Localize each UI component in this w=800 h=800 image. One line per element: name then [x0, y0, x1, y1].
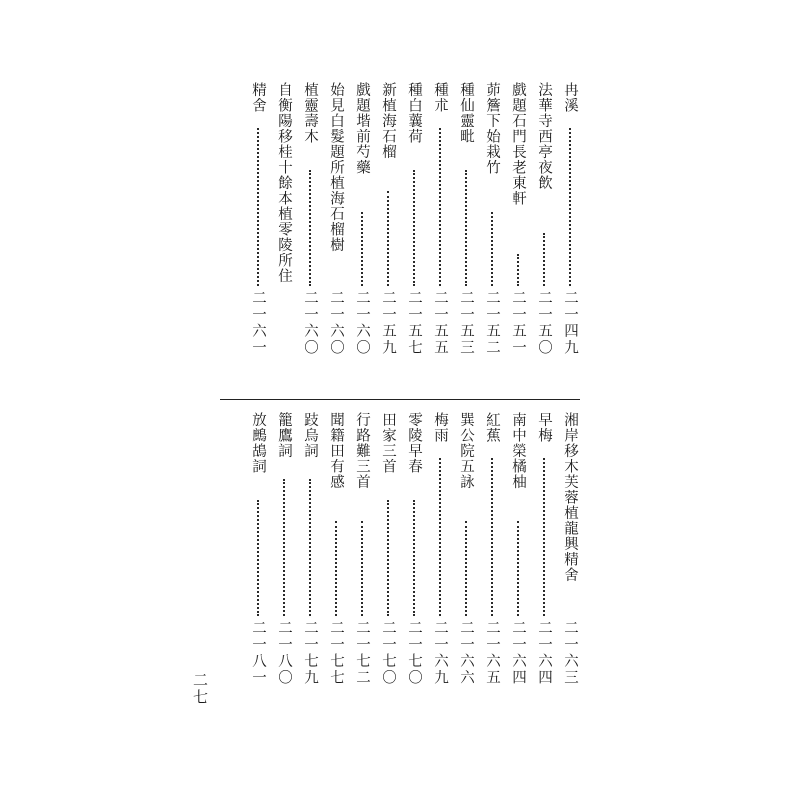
toc-entry-page: 二一八一 — [250, 620, 266, 686]
toc-entry — [352, 82, 372, 378]
toc-leader-dots — [569, 128, 571, 286]
toc-entry-page: 二一八〇 — [276, 620, 292, 686]
toc-entry — [300, 82, 320, 378]
toc-leader-dots — [543, 233, 545, 286]
toc-entry-page: 二一六五 — [484, 620, 500, 686]
toc-entry-title: 籠鷹詞 — [276, 412, 292, 459]
toc-entry-page: 二一六〇 — [354, 290, 370, 356]
toc-leader-dots — [465, 170, 467, 286]
toc-entry — [534, 412, 554, 708]
toc-leader-dots — [491, 458, 493, 616]
toc-entry-page: 二一五七 — [406, 290, 422, 356]
toc-leader-dots — [517, 254, 519, 286]
toc-entry — [404, 412, 424, 708]
toc-entry-page: 二一五三 — [458, 290, 474, 356]
toc-entry — [560, 82, 580, 378]
toc-leader-dots — [283, 479, 285, 616]
toc-entry-title: 田家三首 — [380, 412, 396, 474]
toc-leader-dots — [361, 521, 363, 616]
toc-entry-page: 二一五九 — [380, 290, 396, 356]
toc-entry-page: 二一六〇 — [328, 290, 344, 356]
toc-entry-title: 種白蘘荷 — [406, 82, 422, 144]
toc-entry-title-continued: 精舍 — [250, 82, 266, 113]
toc-entry-title: 聞籍田有感 — [328, 412, 344, 490]
toc-leader-dots — [491, 212, 493, 286]
toc-entry-title: 行路難三首 — [354, 412, 370, 490]
toc-entry-page: 二一五五 — [432, 290, 448, 356]
toc-entry-page: 二一六四 — [536, 620, 552, 686]
toc-leader-dots — [387, 191, 389, 286]
toc-leader-dots — [413, 170, 415, 286]
toc-leader-dots — [361, 212, 363, 286]
toc-entry-page: 二一七二 — [354, 620, 370, 686]
toc-leader-dots — [309, 170, 311, 286]
toc-entry-page: 二一七九 — [302, 620, 318, 686]
toc-entry-title: 放鷓鴣詞 — [250, 412, 266, 474]
toc-entry-title: 湘岸移木芙蓉植龍興精舍 — [562, 412, 578, 583]
toc-leader-dots — [309, 479, 311, 616]
toc-leader-dots — [257, 500, 259, 616]
toc-entry-title: 自衡陽移桂十餘本植零陵所住 — [276, 82, 292, 284]
toc-leader-dots — [439, 128, 441, 286]
toc-leader-dots — [413, 500, 415, 616]
toc-leader-dots — [335, 521, 337, 616]
toc-entry — [508, 412, 528, 708]
toc-entry — [534, 82, 554, 378]
toc-entry-page: 二一七〇 — [406, 620, 422, 686]
toc-entry — [404, 82, 424, 378]
toc-entry-title: 零陵早春 — [406, 412, 422, 474]
toc-entry — [250, 82, 294, 378]
toc-entry-page: 二一七七 — [328, 620, 344, 686]
toc-lower-section — [224, 412, 580, 708]
toc-entry-page: 二一五一 — [510, 290, 526, 356]
toc-entry-title: 南中榮橘柚 — [510, 412, 526, 490]
toc-entry-page: 二一六一 — [250, 290, 266, 356]
section-divider — [220, 399, 580, 400]
toc-entry — [300, 412, 320, 708]
toc-entry-page: 二一五〇 — [536, 290, 552, 356]
toc-entry-title: 戲題石門長老東軒 — [510, 82, 526, 206]
toc-entry — [378, 412, 398, 708]
toc-entry — [326, 82, 346, 378]
toc-entry-title: 種朮 — [432, 82, 448, 113]
toc-upper-section — [224, 82, 580, 378]
toc-entry-title: 梅雨 — [432, 412, 448, 443]
toc-entry — [482, 412, 502, 708]
toc-entry-title: 跂烏詞 — [302, 412, 318, 459]
toc-entry — [326, 412, 346, 708]
toc-leader-dots — [387, 500, 389, 616]
toc-leader-dots — [257, 128, 259, 286]
toc-entry-title: 法華寺西亭夜飲 — [536, 82, 552, 191]
toc-entry-title: 早梅 — [536, 412, 552, 443]
toc-entry-title: 新植海石榴 — [380, 82, 396, 160]
toc-leader-dots — [543, 458, 545, 616]
toc-entry-title: 植靈壽木 — [302, 82, 318, 144]
toc-entry-page: 二一六六 — [458, 620, 474, 686]
toc-entry-page: 二一四九 — [562, 290, 578, 356]
toc-entry-title: 巽公院五詠 — [458, 412, 474, 490]
toc-entry-page: 二一六四 — [510, 620, 526, 686]
toc-entry — [560, 412, 580, 708]
toc-entry — [378, 82, 398, 378]
toc-leader-dots — [465, 521, 467, 616]
toc-entry-page: 二一六三 — [562, 620, 578, 686]
toc-entry-page: 二一七〇 — [380, 620, 396, 686]
toc-entry-page: 二一五二 — [484, 290, 500, 356]
toc-entry — [430, 412, 450, 708]
toc-entry — [274, 412, 294, 708]
toc-entry-page: 二一六九 — [432, 620, 448, 686]
toc-entry-title: 始見白髮題所植海石榴樹 — [328, 82, 344, 253]
toc-entry — [456, 82, 476, 378]
toc-entry-title: 種仙靈毗 — [458, 82, 474, 144]
toc-entry-title: 紅蕉 — [484, 412, 500, 443]
toc-entry-title: 茆簷下始栽竹 — [484, 82, 500, 175]
toc-entry — [352, 412, 372, 708]
toc-entry — [456, 412, 476, 708]
toc-leader-dots — [517, 521, 519, 616]
toc-entry — [508, 82, 528, 378]
toc-entry — [430, 82, 450, 378]
page-number: 二七 — [191, 672, 209, 706]
toc-entry — [248, 412, 268, 708]
toc-entry-title: 冉溪 — [562, 82, 578, 113]
toc-entry-page: 二一六〇 — [302, 290, 318, 356]
toc-entry — [482, 82, 502, 378]
toc-leader-dots — [439, 458, 441, 616]
toc-entry-title: 戲題堦前芍藥 — [354, 82, 370, 175]
